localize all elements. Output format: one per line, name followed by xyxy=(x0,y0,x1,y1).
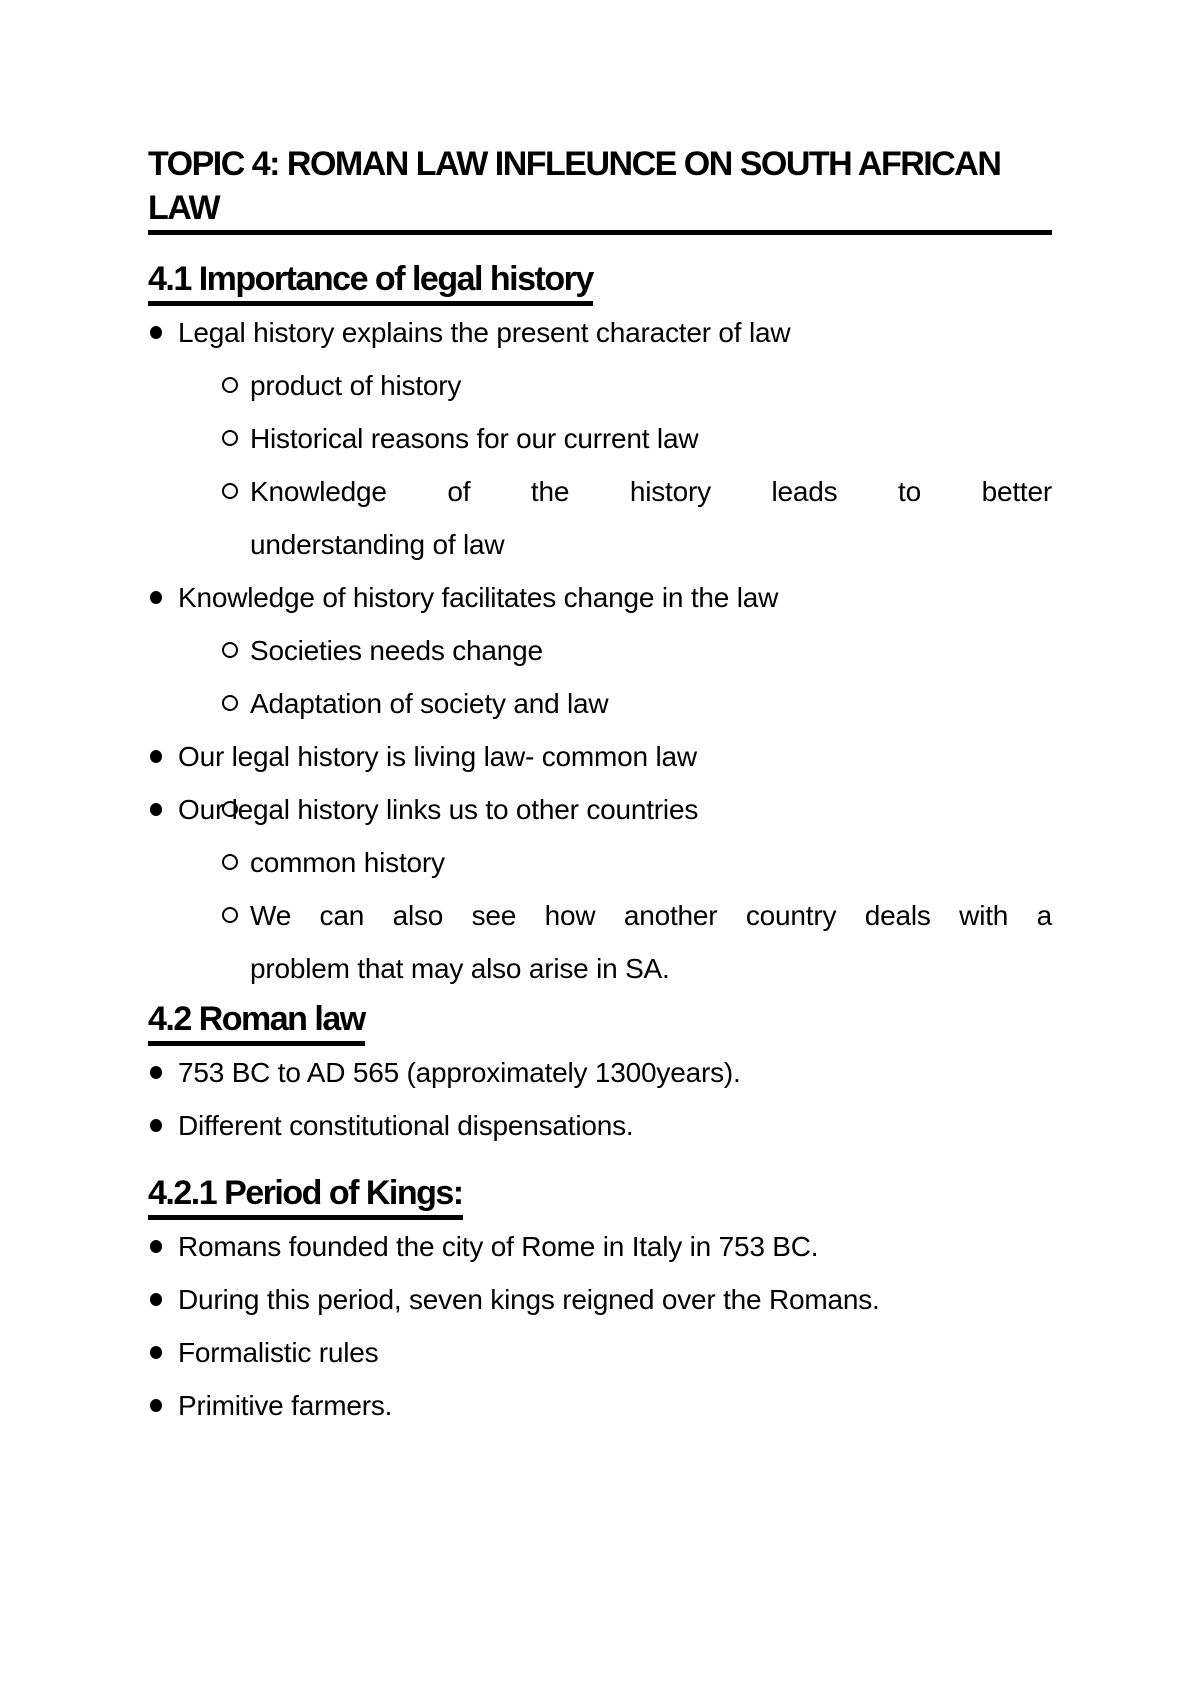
list-item-text: 753 BC to AD 565 (approximately 1300years). xyxy=(178,1057,741,1088)
section-heading-4-2-text: 4.2 Roman law xyxy=(148,997,365,1046)
list-item-text: problem that may also arise in SA. xyxy=(250,953,670,984)
list-item-text: Different constitutional dispensations. xyxy=(178,1110,634,1141)
bullet-icon xyxy=(150,326,162,339)
bullet-icon xyxy=(150,1066,162,1079)
bullet-icon xyxy=(150,750,162,763)
circle-bullet-icon xyxy=(222,430,238,446)
list-item xyxy=(148,836,1052,889)
bullet-icon xyxy=(150,1240,162,1253)
document-title xyxy=(148,142,1052,235)
circle-bullet-icon xyxy=(222,483,238,499)
bullet-list-importance xyxy=(148,306,1052,995)
list-item-text: Knowledge of history facilitates change in the law xyxy=(178,582,779,613)
list-item xyxy=(148,1379,1052,1432)
list-item xyxy=(148,412,1052,465)
bullet-icon xyxy=(150,1119,162,1132)
list-item xyxy=(148,359,1052,412)
list-item xyxy=(148,889,1052,995)
list-item-text: understanding of law xyxy=(250,529,505,560)
list-item-text: Legal history explains the present character of law xyxy=(178,317,791,348)
list-item xyxy=(148,624,1052,677)
document-title-text: TOPIC 4: ROMAN LAW INFLEUNCE ON SOUTH AFRICAN LAW xyxy=(148,142,1052,235)
list-item xyxy=(148,677,1052,730)
list-item xyxy=(148,1046,1052,1099)
list-item-text: Adaptation of society and law xyxy=(250,688,609,719)
circle-bullet-icon xyxy=(222,695,238,711)
list-item xyxy=(148,1326,1052,1379)
list-item xyxy=(148,1220,1052,1273)
section-heading-4-1 xyxy=(148,257,1052,306)
bullet-icon xyxy=(150,803,162,816)
list-item-text: product of history xyxy=(250,370,462,401)
list-item-text: Knowledge of the history leads to better xyxy=(250,476,1052,507)
bullet-list-period-of-kings xyxy=(148,1220,1052,1432)
bullet-icon xyxy=(150,1293,162,1306)
list-item-text: Romans founded the city of Rome in Italy in 753 BC. xyxy=(178,1231,819,1262)
list-item xyxy=(148,783,1052,836)
list-item-text: Formalistic rules xyxy=(178,1337,379,1368)
list-item-text: Historical reasons for our current law xyxy=(250,423,699,454)
list-item-text: Our legal history is living law- common law xyxy=(178,741,697,772)
list-item-text: We can also see how another country deals with a xyxy=(250,900,1052,931)
section-heading-4-2-1-text: 4.2.1 Period of Kings: xyxy=(148,1171,463,1220)
bullet-icon xyxy=(150,1399,162,1412)
section-heading-4-2-1 xyxy=(148,1171,1052,1220)
list-item xyxy=(148,465,1052,571)
list-item-text: Societies needs change xyxy=(250,635,543,666)
list-item xyxy=(148,1099,1052,1152)
circle-bullet-icon xyxy=(222,907,238,923)
bullet-icon xyxy=(150,591,162,604)
circle-bullet-icon xyxy=(222,854,238,870)
bullet-list-roman-law xyxy=(148,1046,1052,1152)
section-heading-4-2 xyxy=(148,997,1052,1046)
list-item-text: common history xyxy=(250,847,445,878)
bullet-icon xyxy=(150,1346,162,1359)
list-item xyxy=(148,306,1052,359)
list-item-text: Primitive farmers. xyxy=(178,1390,393,1421)
list-item xyxy=(148,730,1052,783)
list-item xyxy=(148,1273,1052,1326)
list-item-text: During this period, seven kings reigned over the Romans. xyxy=(178,1284,880,1315)
list-item xyxy=(148,571,1052,624)
document-content xyxy=(148,142,1052,1432)
section-heading-4-1-text: 4.1 Importance of legal history xyxy=(148,257,593,306)
list-item-text: Our legal history links us to other countries xyxy=(178,794,699,825)
circle-bullet-icon xyxy=(222,642,238,658)
circle-bullet-icon xyxy=(222,377,238,393)
